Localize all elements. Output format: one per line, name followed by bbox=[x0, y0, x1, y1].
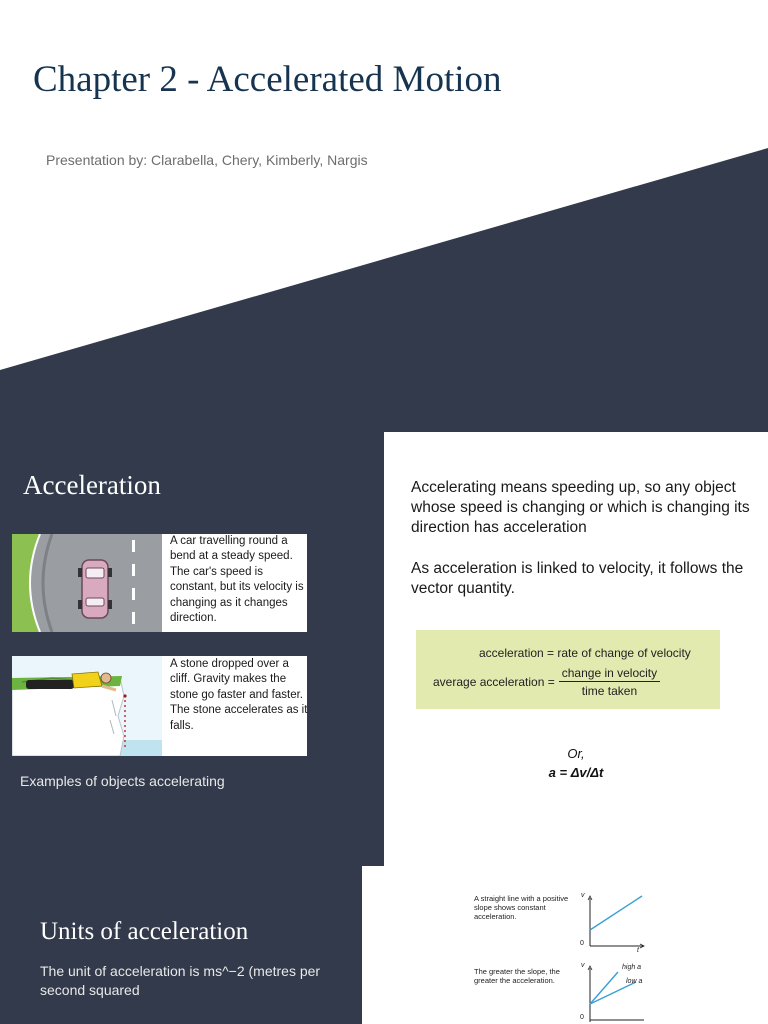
graph2-high-label: high a bbox=[622, 964, 642, 971]
car-on-bend-illustration bbox=[12, 534, 162, 632]
graph2-origin-label: 0 bbox=[580, 1014, 584, 1021]
formula-fraction bbox=[559, 666, 660, 698]
graph1-origin-label: 0 bbox=[580, 940, 584, 947]
graph2-plot bbox=[578, 964, 648, 1024]
acceleration-slide-left bbox=[0, 432, 384, 866]
graph2-caption: The greater the slope, the greater the acceleration. bbox=[474, 967, 560, 985]
acceleration-slide-right bbox=[384, 432, 768, 866]
units-slide-left bbox=[0, 866, 362, 1024]
acceleration-formula: a = Δv/Δt bbox=[548, 765, 604, 780]
or-text: Or, bbox=[567, 746, 585, 761]
units-slide-right bbox=[362, 866, 768, 1024]
stone-example-image bbox=[12, 656, 307, 756]
formula-line2-label: average acceleration = bbox=[433, 675, 555, 689]
stone-example-caption: A stone dropped over a cliff. Gravity makes the stone go faster and faster. The stone accelerates as it falls. bbox=[170, 658, 308, 732]
stone-cliff-illustration bbox=[12, 656, 162, 756]
presentation-subtitle: Presentation by: Clarabella, Chery, Kimberly, Nargis bbox=[46, 152, 368, 168]
units-text: The unit of acceleration is ms^−2 (metres per second squared bbox=[40, 963, 321, 998]
acceleration-formula-box bbox=[416, 630, 720, 709]
presentation-title: Chapter 2 - Accelerated Motion bbox=[33, 59, 502, 100]
examples-caption: Examples of objects accelerating bbox=[20, 773, 225, 789]
graph1-caption: A straight line with a positive slope shows constant acceleration. bbox=[474, 894, 569, 921]
acceleration-vector-note: As acceleration is linked to velocity, it follows the vector quantity. bbox=[411, 560, 744, 597]
car-example-caption: A car travelling round a bend at a steady speed. The car's speed is constant, but its velocity is changing as it changes direction. bbox=[170, 535, 304, 625]
formula-line1: acceleration = rate of change of velocity bbox=[479, 646, 691, 660]
constant-acceleration-graph bbox=[578, 892, 648, 954]
graph1-plot bbox=[578, 894, 648, 950]
acceleration-definition: Accelerating means speeding up, so any object whose speed is changing or which is changing its direction has acceleration bbox=[411, 479, 750, 536]
units-heading: Units of acceleration bbox=[40, 918, 249, 945]
graph2-y-label: v bbox=[581, 962, 585, 969]
graph1-y-label: v bbox=[581, 892, 585, 899]
slope-comparison-graph bbox=[578, 964, 648, 1024]
formula-denominator: time taken bbox=[581, 684, 638, 698]
acceleration-heading: Acceleration bbox=[23, 470, 161, 500]
graph2-low-label: low a bbox=[626, 978, 643, 985]
formula-line2 bbox=[433, 666, 660, 698]
formula-numerator: change in velocity bbox=[559, 666, 660, 682]
car-example-image bbox=[12, 534, 307, 632]
title-slide bbox=[0, 0, 768, 432]
graph1-x-label: t bbox=[637, 947, 639, 954]
